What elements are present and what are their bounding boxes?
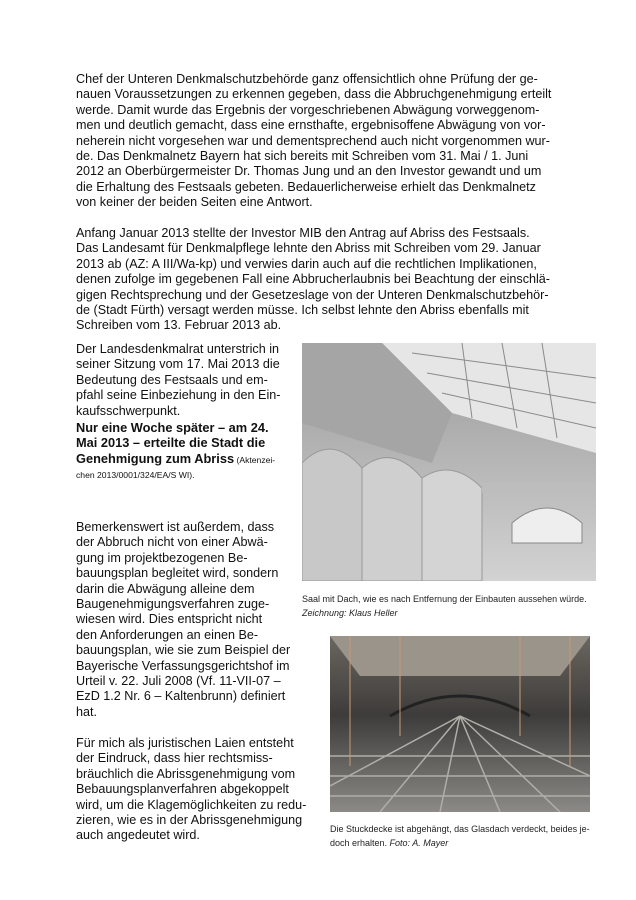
line: Genehmigung zum Abriss xyxy=(76,450,235,466)
file-reference: (Aktenzei- xyxy=(234,454,276,465)
caption-credit: Zeichnung: Klaus Heller xyxy=(302,608,398,618)
line: Nur eine Woche später – am 24. xyxy=(76,420,269,435)
line: wiesen wird. Dies entspricht nicht xyxy=(76,612,263,627)
line: Urteil v. 22. Juli 2008 (Vf. 11-VII-07 – xyxy=(76,674,281,689)
line: de. Das Denkmalnetz Bayern hat sich bereits mit Schreiben vom 31. Mai / 1. Juni xyxy=(76,149,529,164)
line: Chef der Unteren Denkmalschutzbehörde ganz offensichtlich ohne Prüfung der ge- xyxy=(76,72,538,86)
paragraph-4-highlight xyxy=(76,420,275,484)
line: 2013 ab (AZ: A III/Wa-kp) und verwies darin auch auf die rechtlichen Implikationen, xyxy=(76,256,537,271)
hall-photo-image xyxy=(330,636,590,812)
line: wird, um die Klagemöglichkeiten zu redu- xyxy=(76,797,307,812)
line: gigen Rechtsprechung und der Gesetzeslage von der Unteren Denkmalschutzbehör- xyxy=(76,287,549,302)
line: Baugenehmigungsverfahren zuge- xyxy=(76,597,270,612)
line: der Abbruch nicht von einer Abwä- xyxy=(76,535,268,550)
line: kaufsschwerpunkt. xyxy=(76,403,181,418)
file-reference: chen 2013/0001/324/EA/S WI). xyxy=(76,470,195,481)
caption-text: Saal mit Dach, wie es nach Entfernung der Einbauten aussehen würde. xyxy=(302,594,587,604)
caption-text: Die Stuckdecke ist abgehängt, das Glasdach verdeckt, beides je- xyxy=(330,824,590,834)
line: der Eindruck, dass hier rechtsmiss- xyxy=(76,751,273,766)
line: gung im projektbezogenen Be- xyxy=(76,550,248,565)
line: Bedeutung des Festsaals und em- xyxy=(76,372,268,387)
line: men und deutlich gemacht, dass eine ernsthafte, ergebnisoffene Abwägung von vor- xyxy=(76,118,546,133)
line: bräuchlich die Abrissgenehmigung vom xyxy=(76,766,296,781)
line: Bebauungsplanverfahren abgekoppelt xyxy=(76,782,289,797)
line: de (Stadt Fürth) versagt werden müsse. Ich selbst lehnte den Abriss ebenfalls mit xyxy=(76,303,529,318)
line: Mai 2013 – erteilte die Stadt die xyxy=(76,435,266,451)
line: bauungsplan, wie sie zum Beispiel der xyxy=(76,643,291,658)
line: Bayerische Verfassungsgerichtshof im xyxy=(76,658,290,673)
line: denen zufolge im gegebenen Fall eine Abbrucherlaubnis bei Beachtung der einschlä- xyxy=(76,272,550,287)
line: darin die Abwägung alleine dem xyxy=(76,581,255,596)
line: den Anforderungen an einen Be- xyxy=(76,627,259,642)
line: Für mich als juristischen Laien entsteht xyxy=(76,736,294,750)
line: von keiner der beiden Seiten eine Antwort. xyxy=(76,195,313,210)
line: EzD 1.2 Nr. 6 – Kaltenbrunn) definiert xyxy=(76,689,286,704)
line: werde. Damit wurde das Ergebnis der vorgeschriebenen Abwägung vorweggenom- xyxy=(76,102,540,117)
paragraph-3 xyxy=(76,342,280,419)
line: bauungsplan begleitet wird, sondern xyxy=(76,566,279,581)
paragraph-5 xyxy=(76,520,290,720)
line: pfahl seine Einbeziehung in den Ein- xyxy=(76,388,281,403)
line: nauen Voraussetzungen zu erkennen gegeben, dass die Abbruchgenehmigung erteilt xyxy=(76,87,552,102)
caption-1 xyxy=(302,592,587,620)
paragraph-6 xyxy=(76,736,306,844)
line: Der Landesdenkmalrat unterstrich in xyxy=(76,342,280,356)
line: zieren, wie es in der Abrissgenehmigung xyxy=(76,813,303,828)
caption-2 xyxy=(330,822,590,850)
line: Bemerkenswert ist außerdem, dass xyxy=(76,520,275,534)
line: Das Landesamt für Denkmalpflege lehnte den Abriss mit Schreiben vom 29. Januar xyxy=(76,241,541,256)
line: 2012 an Oberbürgermeister Dr. Thomas Jung und an den Investor gewandt und um xyxy=(76,164,542,179)
hall-drawing-image xyxy=(302,343,596,581)
line: die Erhaltung des Festsaals gebeten. Bedauerlicherweise erhielt das Denkmalnetz xyxy=(76,179,536,194)
line: seiner Sitzung vom 17. Mai 2013 die xyxy=(76,357,280,372)
line: Anfang Januar 2013 stellte der Investor MIB den Antrag auf Abriss des Festsaals. xyxy=(76,226,530,240)
line: auch angedeutet wird. xyxy=(76,828,200,843)
line: hat. xyxy=(76,704,98,719)
paragraph-1 xyxy=(76,72,551,211)
line: Schreiben vom 13. Februar 2013 ab. xyxy=(76,318,282,333)
line: neherein nicht vorgesehen war und dementsprechend auch nicht vorgenommen wur- xyxy=(76,133,550,148)
caption-credit: Foto: A. Mayer xyxy=(389,838,449,848)
paragraph-2 xyxy=(76,226,550,334)
caption-text: doch erhalten. xyxy=(330,838,390,848)
